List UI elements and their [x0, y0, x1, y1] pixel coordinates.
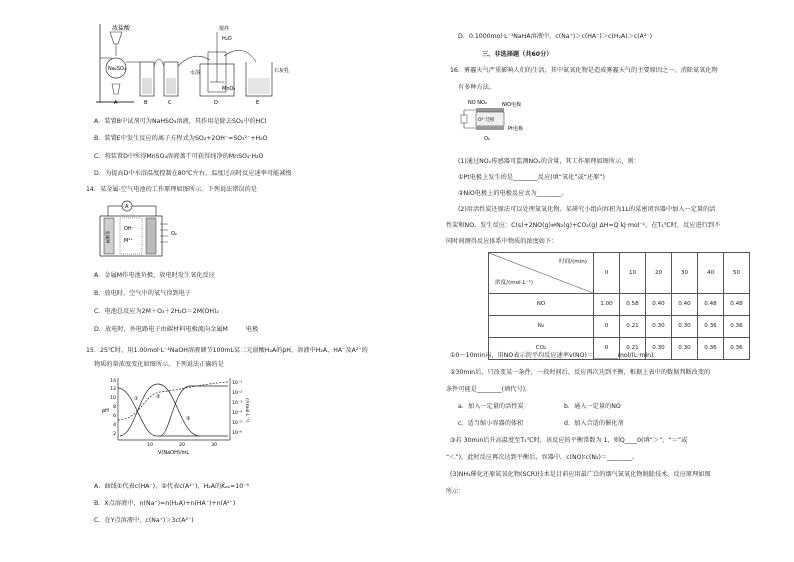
q16-option-a: a．加入一定量的活性炭	[458, 403, 524, 410]
cell-value: 0.40	[646, 294, 672, 316]
time-header: 50	[724, 253, 750, 294]
left-column	[88, 0, 388, 562]
y2tick-6: 10⁻⁶	[232, 431, 243, 436]
bath-label: 水浴	[190, 70, 201, 76]
time-header: 20	[646, 253, 672, 294]
q16-part2-line3: 同时间测得反应体系中物质的浓度如下：	[446, 238, 558, 245]
cell-value: 0.40	[672, 294, 698, 316]
cell-value: 0.30	[672, 338, 698, 360]
label-c: C	[168, 100, 172, 106]
nox-sensor-diagram	[458, 98, 548, 146]
cell-value: 0.36	[724, 316, 750, 338]
q15-option-c: C．在Y点溶液中，c(Na⁺)＞3c(A²⁻)	[94, 517, 194, 524]
ytick-6: 6	[113, 414, 116, 419]
label-d: D	[214, 100, 218, 106]
q16-part1-a: ①Pt电极上发生的是________反应(填“氧化”或“还原”)	[458, 174, 605, 181]
table-corner-cell	[489, 253, 594, 294]
metal-label: 金属M	[104, 230, 109, 244]
cell-value: 0.30	[672, 316, 698, 338]
q15-option-b: B．X点溶液中，n(Na⁺)=n(H₂A)+n(HA⁻)+n(A²⁻)	[94, 500, 236, 507]
sensor-nio-label: NiO电极	[502, 102, 522, 108]
q16-part2-ii-2: 条件可能是________(填代号)。	[446, 386, 532, 393]
curve-label-1: ①	[134, 396, 139, 402]
y2tick-1: 10⁻¹	[232, 381, 243, 386]
time-header: 0	[594, 253, 620, 294]
sensor-pt-label: Pt电极	[508, 126, 523, 132]
cell-value: 0.21	[620, 316, 646, 338]
q16-part2-line2: 性炭和NO，发生反应：C(s)+2NO(g)⇌N₂(g)+CO₂(g) ΔH=Q kJ·mol⁻¹。在T₁℃时，反应进行到不	[446, 222, 721, 229]
q16-part2-line1: (2)用活性炭还原法可以处理氮氧化物。某研究小组向容积为1L的某密闭容器中加入一定量的活	[458, 206, 716, 213]
titration-graph	[100, 374, 260, 456]
curve-label-3: ③	[186, 416, 191, 422]
q16-option-b: b．通入一定量的NO	[564, 403, 621, 410]
ytick-8: 8	[113, 405, 116, 410]
q13-option-c: C．将装置D中所得MnSO₄溶液蒸干可获得纯净的MnSO₄·H₂O	[94, 153, 264, 160]
q15-option-d: D．0.1000mol·L⁻¹NaHA溶液中，c(Na⁺)＞c(HA⁻)＞c(H₂A)＞c(A²⁻)	[458, 33, 653, 40]
q13-option-d: D．为提高D中水浴温度控制在80℃左右，温度过高时反应速率可能减慢	[94, 170, 292, 177]
ytick-14: 14	[110, 379, 116, 384]
ytick-4: 4	[113, 423, 116, 428]
y2tick-2: 10⁻²	[232, 391, 243, 396]
q16-part3-2: 所示：	[446, 488, 465, 495]
curve-label-2: ②	[156, 394, 161, 400]
y2tick-4: 10⁻⁴	[232, 411, 243, 416]
q16-part3-1: (3)NH₃催化还原氮氧化物(SCR)技术是目前应用最广泛的烟气氮氧化物脱除技术。反应原理如图	[450, 471, 711, 478]
sensor-gas-label: NO NO₂	[468, 100, 487, 106]
xtick-30: 30	[211, 443, 217, 448]
reagent-label: 浓盐酸	[112, 25, 131, 32]
xtick-20: 20	[179, 443, 185, 448]
mion-label: M²⁺	[124, 238, 133, 244]
q16-stem-2: 有多种方法。	[458, 84, 496, 91]
cell-value: 0.21	[620, 338, 646, 360]
ylabel: pH	[102, 408, 109, 414]
apparatus-diagram	[94, 22, 344, 104]
y2label: c/(mol·L⁻¹)	[244, 398, 249, 423]
stir-label: 搅拌	[219, 26, 230, 32]
q14-stem: 14．某金属-空气电池的工作原理如图所示。下列说法错误的是	[86, 186, 257, 193]
label-e: E	[256, 100, 260, 106]
o2-label: O₂	[171, 231, 177, 237]
ammeter-label: A	[125, 204, 129, 210]
q14-option-d-main: D．放电时，外电路电子由碳材料电极流向金属M	[94, 326, 228, 333]
q14-option-b: B．放电时，空气中的氧气得到电子	[94, 290, 192, 297]
q16-part2-ii-1: ②30min后，只改变某一条件，一段时间后，反应再次达到平衡，根据上表中的数据判断改变的	[450, 369, 711, 376]
q16-option-c: c．适当缩小容器的体积	[458, 420, 524, 427]
y2tick-5: 10⁻⁵	[232, 421, 243, 426]
concentration-table	[488, 252, 750, 360]
q14-option-d	[94, 326, 258, 334]
cell-value: 0.30	[646, 338, 672, 360]
flask-label: Na₂SO₃	[108, 66, 126, 72]
table-row	[489, 316, 750, 338]
cell-value: 0.36	[698, 316, 724, 338]
water-mark: H₂O	[222, 36, 232, 42]
oh-label: OH⁻	[124, 226, 135, 232]
q14-option-a: A．金属M作电池负极，放电时发生氧化反应	[94, 272, 215, 279]
time-header: 10	[620, 253, 646, 294]
q15-stem-1: 15．25℃时，用1.00mol·L⁻¹NaOH溶液调节100mL某二元弱酸H₂A的pH，溶液中H₂A、HA⁻及A²⁻的	[86, 347, 368, 354]
section-heading: 三、非选择题（共60分）	[482, 51, 553, 58]
label-b: B	[144, 100, 148, 106]
cell-value: 0	[594, 316, 620, 338]
y2tick-3: 10⁻³	[232, 401, 243, 406]
metal-air-cell-diagram	[98, 198, 188, 260]
ytick-2: 2	[113, 432, 116, 437]
q15-stem-2: 物质的量浓度变化如图所示。下列说法正确的是	[94, 361, 224, 368]
right-column	[446, 0, 772, 562]
row-species: N₂	[489, 316, 594, 338]
q16-stem-1: 16．雾霾天气严重影响人们的生活，其中氮氧化物是造成雾霾天气的主要原因之一。消除氮氧化物	[450, 67, 718, 74]
row-species: NO	[489, 294, 594, 316]
cell-value: 0.30	[646, 316, 672, 338]
q16-option-d: d．加入合适的催化剂	[564, 420, 624, 427]
sensor-solid-label: O²⁻迁移	[478, 118, 495, 123]
ytick-12: 12	[110, 387, 116, 392]
cell-value: 0.36	[698, 338, 724, 360]
cell-value: 0.58	[620, 294, 646, 316]
q13-option-a: A．装置B中试剂可为NaHSO₃溶液，其作用是除去SO₂中的HCl	[94, 118, 267, 125]
q13-option-b: B．装置E中发生反应的离子方程式为SO₂+2OH⁻=SO₃²⁻+H₂O	[94, 135, 268, 142]
q14-option-c: C．电池总反应为2M＋O₂＋2H₂O＝2M(OH)₂	[94, 308, 219, 315]
corner-top-label: 时间/(min)	[559, 259, 587, 265]
time-header: 40	[698, 253, 724, 294]
corner-bottom-label: 浓度/(mol·L⁻¹)	[495, 280, 533, 287]
q16-part1-b: ②NiO电极上的电极反应式为________。	[458, 190, 568, 197]
cell-value: 0	[594, 338, 620, 360]
mno2-label: MnO₂	[222, 86, 236, 92]
time-header: 30	[672, 253, 698, 294]
xlabel: V(NaOH)/mL	[158, 450, 190, 456]
q16-part1: (1)通过NOₓ传感器可监测NOₓ的含量，其工作原理如图所示，则：	[458, 158, 640, 165]
lime-label: 石灰乳	[274, 68, 290, 74]
xtick-10: 10	[147, 443, 153, 448]
q15-option-a: A．曲线①代表c(HA⁻)，②代表c(A²⁻)，H₂A的Kₐ₁=10⁻⁶	[94, 483, 249, 490]
q16-part2-iii-1: ③若 30min后升高温度至T₂℃时，该反应的平衡常数为 1，则Q____0(填“＞”、“＝”或	[450, 437, 688, 444]
q16-part2-i: ①0～10min内，用NO表示的平均反应速率v(NO)＝________mol/(L·min)。	[450, 352, 660, 359]
cell-value: 0.36	[724, 338, 750, 360]
cell-value: 1.00	[594, 294, 620, 316]
row-species: CO₂	[489, 338, 594, 360]
label-a: A	[114, 100, 118, 106]
cell-value: 0.48	[724, 294, 750, 316]
q14-option-d-tail: 电极	[245, 326, 259, 333]
cell-value: 0.48	[698, 294, 724, 316]
q16-part2-iii-2: “＜”)，此时反应再次达到平衡后，容器中，c(NO)∶c(N₂)＝________。	[446, 454, 639, 461]
sensor-o2-label: O₂	[484, 136, 490, 142]
ytick-10: 10	[110, 396, 116, 401]
table-row	[489, 294, 750, 316]
